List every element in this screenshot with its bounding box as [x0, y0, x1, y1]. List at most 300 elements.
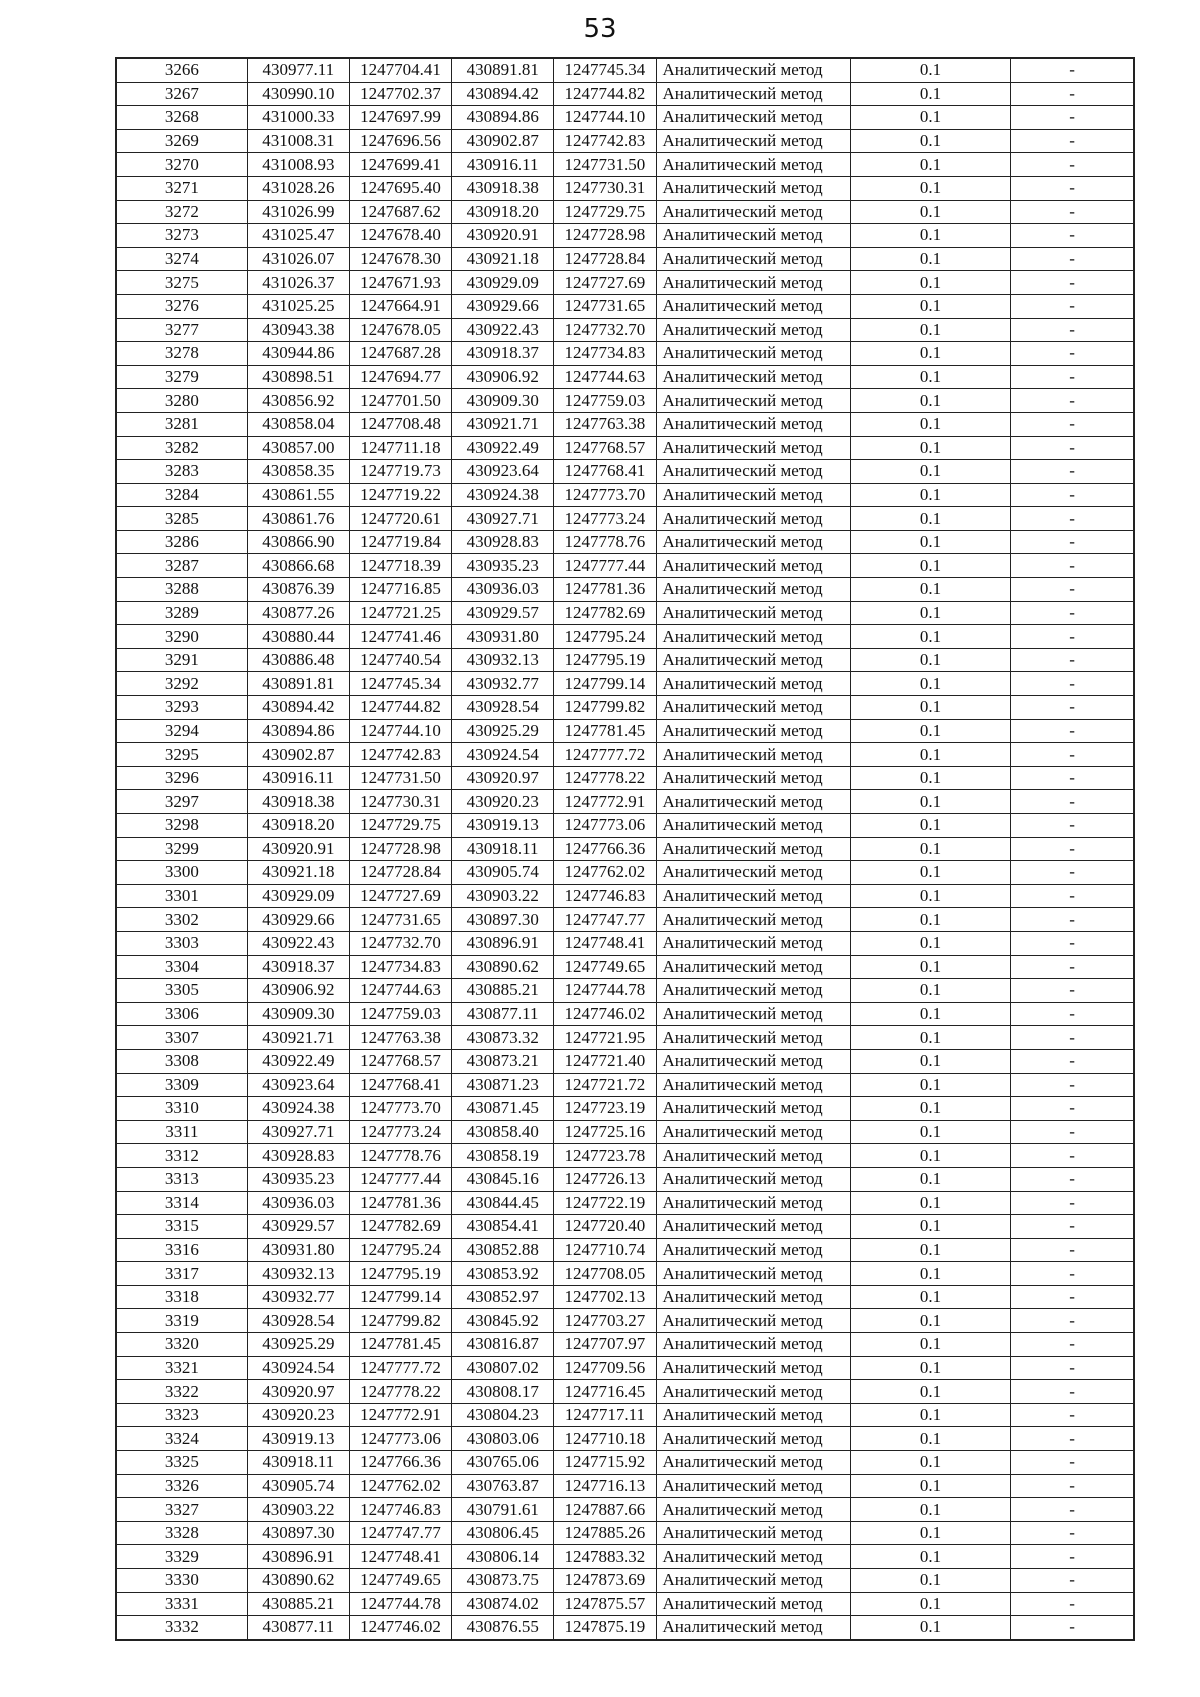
y2-cell: 1247720.40 — [554, 1215, 656, 1239]
accuracy-cell: 0.1 — [850, 1309, 1010, 1333]
y1-cell: 1247716.85 — [349, 578, 451, 602]
point-id-cell: 3290 — [116, 625, 247, 649]
y2-cell: 1247873.69 — [554, 1569, 656, 1593]
accuracy-cell: 0.1 — [850, 1403, 1010, 1427]
method-cell: Аналитический метод — [656, 1309, 850, 1333]
x2-cell: 430918.38 — [452, 176, 554, 200]
method-cell: Аналитический метод — [656, 1498, 850, 1522]
method-cell: Аналитический метод — [656, 861, 850, 885]
point-id-cell: 3299 — [116, 837, 247, 861]
x1-cell: 430894.86 — [247, 719, 349, 743]
y2-cell: 1247749.65 — [554, 955, 656, 979]
table-row — [116, 696, 1134, 720]
x1-cell: 430885.21 — [247, 1592, 349, 1616]
method-cell: Аналитический метод — [656, 507, 850, 531]
method-cell: Аналитический метод — [656, 979, 850, 1003]
dash-cell: - — [1011, 106, 1134, 130]
table-row — [116, 247, 1134, 271]
x1-cell: 430877.26 — [247, 601, 349, 625]
x1-cell: 430918.20 — [247, 814, 349, 838]
dash-cell: - — [1011, 1285, 1134, 1309]
point-id-cell: 3314 — [116, 1191, 247, 1215]
accuracy-cell: 0.1 — [850, 483, 1010, 507]
table-row — [116, 365, 1134, 389]
y2-cell: 1247721.72 — [554, 1073, 656, 1097]
y2-cell: 1247777.44 — [554, 554, 656, 578]
x1-cell: 430876.39 — [247, 578, 349, 602]
page-number: 53 — [583, 14, 617, 44]
method-cell: Аналитический метод — [656, 1356, 850, 1380]
x2-cell: 430909.30 — [452, 389, 554, 413]
y2-cell: 1247728.98 — [554, 224, 656, 248]
table-row — [116, 1026, 1134, 1050]
x2-cell: 430922.43 — [452, 318, 554, 342]
dash-cell: - — [1011, 129, 1134, 153]
point-id-cell: 3315 — [116, 1215, 247, 1239]
y1-cell: 1247782.69 — [349, 1215, 451, 1239]
point-id-cell: 3312 — [116, 1144, 247, 1168]
method-cell: Аналитический метод — [656, 318, 850, 342]
x1-cell: 430877.11 — [247, 1616, 349, 1640]
y2-cell: 1247731.50 — [554, 153, 656, 177]
x1-cell: 430977.11 — [247, 58, 349, 82]
accuracy-cell: 0.1 — [850, 1262, 1010, 1286]
y2-cell: 1247777.72 — [554, 743, 656, 767]
x2-cell: 430929.66 — [452, 294, 554, 318]
table-row — [116, 106, 1134, 130]
method-cell: Аналитический метод — [656, 554, 850, 578]
y2-cell: 1247762.02 — [554, 861, 656, 885]
accuracy-cell: 0.1 — [850, 129, 1010, 153]
x2-cell: 430924.38 — [452, 483, 554, 507]
point-id-cell: 3319 — [116, 1309, 247, 1333]
accuracy-cell: 0.1 — [850, 1451, 1010, 1475]
x1-cell: 430920.23 — [247, 1403, 349, 1427]
accuracy-cell: 0.1 — [850, 1569, 1010, 1593]
point-id-cell: 3292 — [116, 672, 247, 696]
x1-cell: 430898.51 — [247, 365, 349, 389]
dash-cell: - — [1011, 979, 1134, 1003]
y1-cell: 1247744.63 — [349, 979, 451, 1003]
y2-cell: 1247731.65 — [554, 294, 656, 318]
point-id-cell: 3311 — [116, 1120, 247, 1144]
x2-cell: 430924.54 — [452, 743, 554, 767]
point-id-cell: 3298 — [116, 814, 247, 838]
accuracy-cell: 0.1 — [850, 908, 1010, 932]
y1-cell: 1247778.76 — [349, 1144, 451, 1168]
dash-cell: - — [1011, 389, 1134, 413]
method-cell: Аналитический метод — [656, 176, 850, 200]
x1-cell: 430932.13 — [247, 1262, 349, 1286]
table-row — [116, 1616, 1134, 1640]
point-id-cell: 3325 — [116, 1451, 247, 1475]
y1-cell: 1247687.62 — [349, 200, 451, 224]
point-id-cell: 3280 — [116, 389, 247, 413]
dash-cell: - — [1011, 483, 1134, 507]
method-cell: Аналитический метод — [656, 530, 850, 554]
point-id-cell: 3273 — [116, 224, 247, 248]
method-cell: Аналитический метод — [656, 1403, 850, 1427]
y1-cell: 1247721.25 — [349, 601, 451, 625]
point-id-cell: 3328 — [116, 1521, 247, 1545]
table-row — [116, 1403, 1134, 1427]
table-row — [116, 483, 1134, 507]
dash-cell: - — [1011, 1309, 1134, 1333]
accuracy-cell: 0.1 — [850, 507, 1010, 531]
table-row — [116, 1521, 1134, 1545]
y2-cell: 1247744.63 — [554, 365, 656, 389]
y1-cell: 1247742.83 — [349, 743, 451, 767]
y2-cell: 1247703.27 — [554, 1309, 656, 1333]
method-cell: Аналитический метод — [656, 1262, 850, 1286]
point-id-cell: 3282 — [116, 436, 247, 460]
point-id-cell: 3279 — [116, 365, 247, 389]
table-row — [116, 1215, 1134, 1239]
dash-cell: - — [1011, 153, 1134, 177]
x1-cell: 430902.87 — [247, 743, 349, 767]
accuracy-cell: 0.1 — [850, 719, 1010, 743]
dash-cell: - — [1011, 176, 1134, 200]
accuracy-cell: 0.1 — [850, 106, 1010, 130]
y1-cell: 1247768.41 — [349, 1073, 451, 1097]
method-cell: Аналитический метод — [656, 1616, 850, 1640]
dash-cell: - — [1011, 365, 1134, 389]
y2-cell: 1247875.57 — [554, 1592, 656, 1616]
method-cell: Аналитический метод — [656, 648, 850, 672]
x1-cell: 430918.38 — [247, 790, 349, 814]
y1-cell: 1247664.91 — [349, 294, 451, 318]
y1-cell: 1247773.06 — [349, 1427, 451, 1451]
point-id-cell: 3276 — [116, 294, 247, 318]
point-id-cell: 3295 — [116, 743, 247, 767]
x2-cell: 430929.57 — [452, 601, 554, 625]
x1-cell: 430944.86 — [247, 342, 349, 366]
point-id-cell: 3323 — [116, 1403, 247, 1427]
method-cell: Аналитический метод — [656, 1073, 850, 1097]
method-cell: Аналитический метод — [656, 696, 850, 720]
dash-cell: - — [1011, 554, 1134, 578]
x1-cell: 431008.93 — [247, 153, 349, 177]
dash-cell: - — [1011, 1167, 1134, 1191]
point-id-cell: 3266 — [116, 58, 247, 82]
x1-cell: 430861.76 — [247, 507, 349, 531]
x2-cell: 430816.87 — [452, 1333, 554, 1357]
dash-cell: - — [1011, 1498, 1134, 1522]
x2-cell: 430902.87 — [452, 129, 554, 153]
y1-cell: 1247731.50 — [349, 766, 451, 790]
y2-cell: 1247716.45 — [554, 1380, 656, 1404]
x2-cell: 430928.54 — [452, 696, 554, 720]
table-row — [116, 436, 1134, 460]
method-cell: Аналитический метод — [656, 1521, 850, 1545]
method-cell: Аналитический метод — [656, 483, 850, 507]
y1-cell: 1247720.61 — [349, 507, 451, 531]
y1-cell: 1247741.46 — [349, 625, 451, 649]
dash-cell: - — [1011, 1356, 1134, 1380]
accuracy-cell: 0.1 — [850, 578, 1010, 602]
table-row — [116, 318, 1134, 342]
point-id-cell: 3316 — [116, 1238, 247, 1262]
table-row — [116, 672, 1134, 696]
dash-cell: - — [1011, 861, 1134, 885]
accuracy-cell: 0.1 — [850, 153, 1010, 177]
x2-cell: 430808.17 — [452, 1380, 554, 1404]
x1-cell: 430928.83 — [247, 1144, 349, 1168]
y2-cell: 1247717.11 — [554, 1403, 656, 1427]
y2-cell: 1247710.74 — [554, 1238, 656, 1262]
x2-cell: 430858.40 — [452, 1120, 554, 1144]
x2-cell: 430852.88 — [452, 1238, 554, 1262]
x1-cell: 430896.91 — [247, 1545, 349, 1569]
dash-cell: - — [1011, 1262, 1134, 1286]
accuracy-cell: 0.1 — [850, 176, 1010, 200]
x1-cell: 430923.64 — [247, 1073, 349, 1097]
y2-cell: 1247795.19 — [554, 648, 656, 672]
accuracy-cell: 0.1 — [850, 979, 1010, 1003]
method-cell: Аналитический метод — [656, 908, 850, 932]
point-id-cell: 3302 — [116, 908, 247, 932]
point-id-cell: 3269 — [116, 129, 247, 153]
y1-cell: 1247708.48 — [349, 412, 451, 436]
x2-cell: 430877.11 — [452, 1002, 554, 1026]
y2-cell: 1247887.66 — [554, 1498, 656, 1522]
table-row — [116, 58, 1134, 82]
y2-cell: 1247722.19 — [554, 1191, 656, 1215]
dash-cell: - — [1011, 601, 1134, 625]
method-cell: Аналитический метод — [656, 224, 850, 248]
dash-cell: - — [1011, 1521, 1134, 1545]
x2-cell: 430921.18 — [452, 247, 554, 271]
method-cell: Аналитический метод — [656, 247, 850, 271]
accuracy-cell: 0.1 — [850, 1498, 1010, 1522]
x1-cell: 430894.42 — [247, 696, 349, 720]
point-id-cell: 3313 — [116, 1167, 247, 1191]
x1-cell: 430858.04 — [247, 412, 349, 436]
table-row — [116, 1451, 1134, 1475]
method-cell: Аналитический метод — [656, 1545, 850, 1569]
point-id-cell: 3286 — [116, 530, 247, 554]
method-cell: Аналитический метод — [656, 884, 850, 908]
x2-cell: 430923.64 — [452, 460, 554, 484]
dash-cell: - — [1011, 1451, 1134, 1475]
point-id-cell: 3283 — [116, 460, 247, 484]
x1-cell: 430935.23 — [247, 1167, 349, 1191]
table-row — [116, 530, 1134, 554]
dash-cell: - — [1011, 719, 1134, 743]
y2-cell: 1247768.57 — [554, 436, 656, 460]
dash-cell: - — [1011, 766, 1134, 790]
method-cell: Аналитический метод — [656, 1026, 850, 1050]
method-cell: Аналитический метод — [656, 1569, 850, 1593]
dash-cell: - — [1011, 1097, 1134, 1121]
y2-cell: 1247747.77 — [554, 908, 656, 932]
x2-cell: 430871.45 — [452, 1097, 554, 1121]
x1-cell: 430927.71 — [247, 1120, 349, 1144]
y1-cell: 1247773.24 — [349, 1120, 451, 1144]
y2-cell: 1247725.16 — [554, 1120, 656, 1144]
accuracy-cell: 0.1 — [850, 837, 1010, 861]
table-row — [116, 1545, 1134, 1569]
method-cell: Аналитический метод — [656, 436, 850, 460]
x2-cell: 430807.02 — [452, 1356, 554, 1380]
y2-cell: 1247707.97 — [554, 1333, 656, 1357]
accuracy-cell: 0.1 — [850, 1474, 1010, 1498]
y1-cell: 1247744.10 — [349, 719, 451, 743]
table-row — [116, 224, 1134, 248]
x2-cell: 430906.92 — [452, 365, 554, 389]
x2-cell: 430858.19 — [452, 1144, 554, 1168]
x1-cell: 431008.31 — [247, 129, 349, 153]
accuracy-cell: 0.1 — [850, 1521, 1010, 1545]
point-id-cell: 3287 — [116, 554, 247, 578]
point-id-cell: 3318 — [116, 1285, 247, 1309]
method-cell: Аналитический метод — [656, 342, 850, 366]
dash-cell: - — [1011, 790, 1134, 814]
x2-cell: 430919.13 — [452, 814, 554, 838]
accuracy-cell: 0.1 — [850, 224, 1010, 248]
table-row — [116, 389, 1134, 413]
point-id-cell: 3301 — [116, 884, 247, 908]
x2-cell: 430765.06 — [452, 1451, 554, 1475]
method-cell: Аналитический метод — [656, 1592, 850, 1616]
y1-cell: 1247799.82 — [349, 1309, 451, 1333]
y2-cell: 1247734.83 — [554, 342, 656, 366]
x2-cell: 430885.21 — [452, 979, 554, 1003]
method-cell: Аналитический метод — [656, 412, 850, 436]
method-cell: Аналитический метод — [656, 389, 850, 413]
dash-cell: - — [1011, 1616, 1134, 1640]
accuracy-cell: 0.1 — [850, 1285, 1010, 1309]
y2-cell: 1247715.92 — [554, 1451, 656, 1475]
table-row — [116, 412, 1134, 436]
y1-cell: 1247744.82 — [349, 696, 451, 720]
y2-cell: 1247716.13 — [554, 1474, 656, 1498]
point-id-cell: 3293 — [116, 696, 247, 720]
y1-cell: 1247748.41 — [349, 1545, 451, 1569]
y1-cell: 1247696.56 — [349, 129, 451, 153]
x1-cell: 430906.92 — [247, 979, 349, 1003]
accuracy-cell: 0.1 — [850, 1592, 1010, 1616]
point-id-cell: 3320 — [116, 1333, 247, 1357]
table-row — [116, 1167, 1134, 1191]
method-cell: Аналитический метод — [656, 719, 850, 743]
y1-cell: 1247781.45 — [349, 1333, 451, 1357]
y1-cell: 1247702.37 — [349, 82, 451, 106]
table-row — [116, 625, 1134, 649]
accuracy-cell: 0.1 — [850, 1333, 1010, 1357]
x2-cell: 430890.62 — [452, 955, 554, 979]
table-row — [116, 1380, 1134, 1404]
y1-cell: 1247749.65 — [349, 1569, 451, 1593]
table-row — [116, 460, 1134, 484]
point-id-cell: 3297 — [116, 790, 247, 814]
y2-cell: 1247727.69 — [554, 271, 656, 295]
y2-cell: 1247778.76 — [554, 530, 656, 554]
method-cell: Аналитический метод — [656, 1049, 850, 1073]
method-cell: Аналитический метод — [656, 153, 850, 177]
y1-cell: 1247766.36 — [349, 1451, 451, 1475]
x2-cell: 430854.41 — [452, 1215, 554, 1239]
y2-cell: 1247723.19 — [554, 1097, 656, 1121]
accuracy-cell: 0.1 — [850, 672, 1010, 696]
x2-cell: 430920.97 — [452, 766, 554, 790]
point-id-cell: 3272 — [116, 200, 247, 224]
dash-cell: - — [1011, 1191, 1134, 1215]
method-cell: Аналитический метод — [656, 1451, 850, 1475]
x1-cell: 430866.90 — [247, 530, 349, 554]
y2-cell: 1247745.34 — [554, 58, 656, 82]
dash-cell: - — [1011, 200, 1134, 224]
method-cell: Аналитический метод — [656, 1285, 850, 1309]
table-row — [116, 719, 1134, 743]
dash-cell: - — [1011, 931, 1134, 955]
point-id-cell: 3270 — [116, 153, 247, 177]
accuracy-cell: 0.1 — [850, 1356, 1010, 1380]
coordinates-table — [115, 57, 1135, 1641]
x1-cell: 430932.77 — [247, 1285, 349, 1309]
table-row — [116, 979, 1134, 1003]
point-id-cell: 3271 — [116, 176, 247, 200]
y2-cell: 1247799.82 — [554, 696, 656, 720]
x1-cell: 430920.91 — [247, 837, 349, 861]
y1-cell: 1247768.57 — [349, 1049, 451, 1073]
x2-cell: 430922.49 — [452, 436, 554, 460]
y2-cell: 1247721.95 — [554, 1026, 656, 1050]
y1-cell: 1247697.99 — [349, 106, 451, 130]
method-cell: Аналитический метод — [656, 578, 850, 602]
accuracy-cell: 0.1 — [850, 1380, 1010, 1404]
table-row — [116, 1144, 1134, 1168]
y1-cell: 1247795.24 — [349, 1238, 451, 1262]
y1-cell: 1247678.30 — [349, 247, 451, 271]
y2-cell: 1247883.32 — [554, 1545, 656, 1569]
x2-cell: 430903.22 — [452, 884, 554, 908]
y2-cell: 1247742.83 — [554, 129, 656, 153]
dash-cell: - — [1011, 814, 1134, 838]
point-id-cell: 3291 — [116, 648, 247, 672]
point-id-cell: 3300 — [116, 861, 247, 885]
point-id-cell: 3284 — [116, 483, 247, 507]
method-cell: Аналитический метод — [656, 766, 850, 790]
x1-cell: 430922.43 — [247, 931, 349, 955]
method-cell: Аналитический метод — [656, 58, 850, 82]
y1-cell: 1247695.40 — [349, 176, 451, 200]
x2-cell: 430929.09 — [452, 271, 554, 295]
y1-cell: 1247799.14 — [349, 1285, 451, 1309]
dash-cell: - — [1011, 247, 1134, 271]
accuracy-cell: 0.1 — [850, 1026, 1010, 1050]
dash-cell: - — [1011, 1403, 1134, 1427]
point-id-cell: 3331 — [116, 1592, 247, 1616]
dash-cell: - — [1011, 1427, 1134, 1451]
x1-cell: 430943.38 — [247, 318, 349, 342]
x1-cell: 430918.11 — [247, 1451, 349, 1475]
y2-cell: 1247799.14 — [554, 672, 656, 696]
y1-cell: 1247744.78 — [349, 1592, 451, 1616]
y1-cell: 1247781.36 — [349, 1191, 451, 1215]
accuracy-cell: 0.1 — [850, 648, 1010, 672]
point-id-cell: 3321 — [116, 1356, 247, 1380]
dash-cell: - — [1011, 58, 1134, 82]
y1-cell: 1247746.02 — [349, 1616, 451, 1640]
x1-cell: 430856.92 — [247, 389, 349, 413]
method-cell: Аналитический метод — [656, 129, 850, 153]
accuracy-cell: 0.1 — [850, 1144, 1010, 1168]
point-id-cell: 3308 — [116, 1049, 247, 1073]
table-row — [116, 1262, 1134, 1286]
table-row — [116, 1002, 1134, 1026]
x2-cell: 430791.61 — [452, 1498, 554, 1522]
